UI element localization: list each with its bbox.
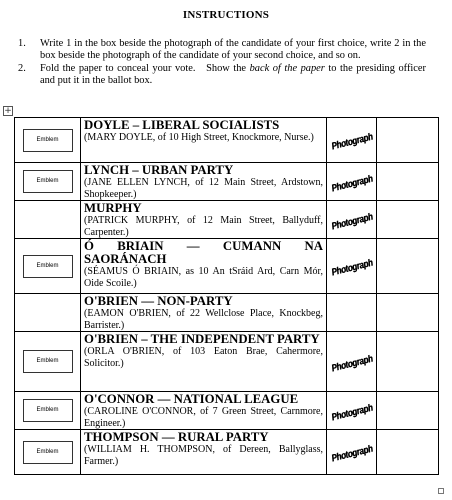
emblem-cell <box>15 332 81 392</box>
ballot-table <box>14 117 439 475</box>
vote-box[interactable] <box>377 163 439 201</box>
photo-cell <box>327 163 377 201</box>
photograph-placeholder: Photograph <box>329 256 374 279</box>
candidate-row <box>15 294 439 332</box>
vote-box[interactable] <box>377 430 439 475</box>
candidate-detail: (EAMON O'BRIEN, of 22 Wellclose Place, Knockbeg, Barrister.) <box>84 308 323 331</box>
candidate-name: DOYLE – LIBERAL SOCIALISTS <box>84 118 280 132</box>
photograph-placeholder: Photograph <box>329 352 374 374</box>
instruction-item <box>18 38 426 63</box>
candidate-row <box>15 392 439 430</box>
candidate-detail: (PATRICK MURPHY, of 12 Main Street, Ballyduff, Carpenter.) <box>84 215 323 238</box>
photo-cell <box>327 118 377 163</box>
candidate-name: THOMPSON — RURAL PARTY <box>84 430 269 444</box>
vote-box[interactable] <box>377 239 439 294</box>
candidate-detail: (WILLIAM H. THOMPSON, of Dereen, Ballyglass, Farmer.) <box>84 444 323 467</box>
photo-cell <box>327 201 377 239</box>
emblem-cell <box>15 392 81 430</box>
vote-box[interactable] <box>377 332 439 392</box>
candidate-row <box>15 239 439 294</box>
photograph-placeholder: Photograph <box>329 130 374 153</box>
candidate-detail: (JANE ELLEN LYNCH, of 12 Main Street, Ardstown, Shopkeeper.) <box>84 177 323 200</box>
candidate-name: O'BRIEN — NON-PARTY <box>84 294 233 308</box>
photograph-placeholder: Photograph <box>329 442 374 465</box>
emblem-cell <box>15 294 81 332</box>
candidate-row <box>15 163 439 201</box>
candidate-cell <box>81 392 327 430</box>
emblem-placeholder: Emblem <box>23 350 73 373</box>
instruction-number: 2. <box>18 62 26 74</box>
instructions-list <box>18 38 426 88</box>
photo-cell <box>327 392 377 430</box>
vote-box[interactable] <box>377 294 439 332</box>
candidate-name: LYNCH – URBAN PARTY <box>84 163 234 177</box>
candidate-name: MURPHY <box>84 201 142 215</box>
candidate-row <box>15 332 439 392</box>
emblem-placeholder: Emblem <box>23 170 73 193</box>
instruction-text: Write 1 in the box beside the photograph of the candidate of your first choice, write 2 in the box beside the photograph of the candidate of your second choice, and so on. <box>40 38 426 62</box>
vote-box[interactable] <box>377 201 439 239</box>
candidate-cell <box>81 201 327 239</box>
emblem-placeholder: Emblem <box>23 399 73 422</box>
candidate-row <box>15 201 439 239</box>
photo-cell <box>327 294 377 332</box>
table-move-handle[interactable]: + <box>4 106 12 116</box>
instructions-heading: INSTRUCTIONS <box>182 9 270 21</box>
vote-box[interactable] <box>377 118 439 163</box>
candidate-detail: (ORLA O'BRIEN, of 103 Eaton Brae, Cahermore, Solicitor.) <box>84 346 323 369</box>
candidate-cell <box>81 294 327 332</box>
candidate-detail: (CAROLINE O'CONNOR, of 7 Green Street, Carnmore, Engineer.) <box>84 406 323 429</box>
emblem-cell <box>15 430 81 475</box>
table-resize-handle[interactable] <box>438 488 444 494</box>
vote-box[interactable] <box>377 392 439 430</box>
candidate-detail: (SÉAMUS Ó BRIAIN, as 10 An tSráid Ard, Carn Mór, Oide Scoile.) <box>84 266 323 289</box>
candidate-detail: (MARY DOYLE, of 10 High Street, Knockmore, Nurse.) <box>84 132 314 143</box>
photograph-placeholder: Photograph <box>329 172 374 194</box>
candidate-cell <box>81 163 327 201</box>
emblem-cell <box>15 201 81 239</box>
instruction-number: 1. <box>18 38 26 49</box>
candidate-row <box>15 118 439 163</box>
candidate-name: O'CONNOR — NATIONAL LEAGUE <box>84 392 299 406</box>
emblem-placeholder: Emblem <box>23 441 73 464</box>
emblem-cell <box>15 118 81 163</box>
emblem-cell <box>15 163 81 201</box>
emblem-placeholder: Emblem <box>23 129 73 152</box>
candidate-cell <box>81 332 327 392</box>
candidate-cell <box>81 430 327 475</box>
photo-cell <box>327 430 377 475</box>
emblem-placeholder: Emblem <box>23 255 73 278</box>
instruction-item <box>18 63 426 88</box>
candidate-cell <box>81 239 327 294</box>
candidate-row <box>15 430 439 475</box>
candidate-name: Ó BRIAIN — CUMANN NA SAORÁNACH <box>84 239 323 266</box>
candidate-name: O'BRIEN – THE INDEPENDENT PARTY <box>84 332 320 346</box>
candidate-cell <box>81 118 327 163</box>
photo-cell <box>327 239 377 294</box>
instruction-text: Fold the paper to conceal your vote. Show the back of the paper to the presiding officer and put it in the ballot box. <box>40 62 426 87</box>
photograph-placeholder: Photograph <box>329 210 374 232</box>
photo-cell <box>327 332 377 392</box>
emblem-cell <box>15 239 81 294</box>
photograph-placeholder: Photograph <box>329 401 374 423</box>
